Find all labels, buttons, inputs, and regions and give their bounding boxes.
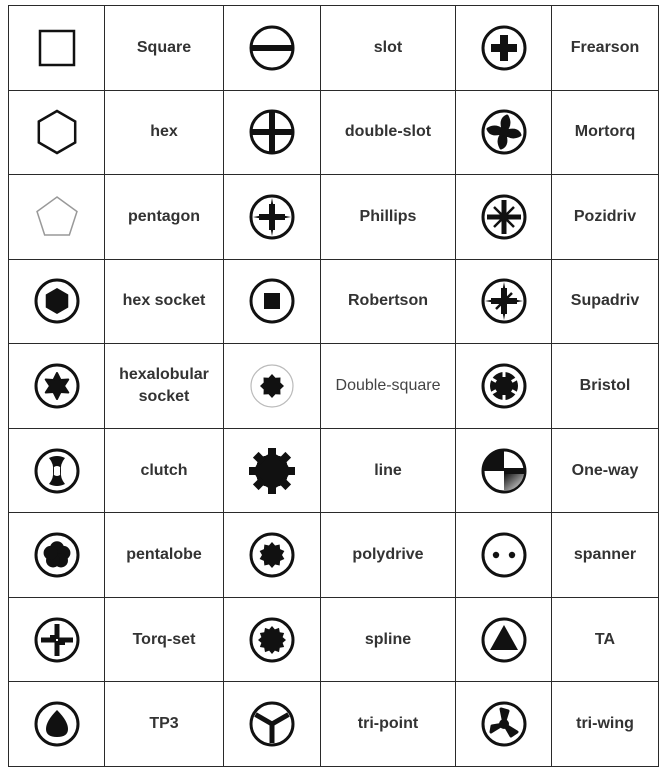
pentalobe-icon: [32, 530, 82, 580]
icon-cell: [224, 6, 321, 91]
slot-icon: [247, 23, 297, 73]
icon-cell: [9, 175, 105, 260]
ta-icon: [479, 615, 529, 665]
icon-cell: [456, 90, 552, 175]
drive-label: Double-square: [321, 344, 456, 429]
line-icon: [247, 446, 297, 496]
icon-cell: [9, 428, 105, 513]
drive-label: hex socket: [105, 259, 224, 344]
drive-label: clutch: [105, 428, 224, 513]
icon-cell: [224, 344, 321, 429]
drive-label: line: [321, 428, 456, 513]
table-row: [9, 90, 659, 175]
drive-label: Torq-set: [105, 597, 224, 682]
drive-label: spanner: [552, 513, 659, 598]
drive-label: Pozidriv: [552, 175, 659, 260]
drive-label: Robertson: [321, 259, 456, 344]
table-row: [9, 259, 659, 344]
mortorq-icon: [479, 107, 529, 157]
pozidriv-icon: [479, 192, 529, 242]
icon-cell: [9, 597, 105, 682]
icon-cell: [9, 90, 105, 175]
drive-label: Frearson: [552, 6, 659, 91]
icon-cell: [9, 6, 105, 91]
icon-cell: [456, 175, 552, 260]
drive-label: Phillips: [321, 175, 456, 260]
drive-label: hex: [105, 90, 224, 175]
icon-cell: [224, 428, 321, 513]
icon-cell: [9, 344, 105, 429]
polydrive-icon: [247, 530, 297, 580]
frearson-icon: [479, 23, 529, 73]
supadriv-icon: [479, 276, 529, 326]
icon-cell: [224, 513, 321, 598]
icon-cell: [224, 90, 321, 175]
pentagon-icon: [32, 192, 82, 242]
hex-icon: [32, 107, 82, 157]
drive-label: tri-wing: [552, 682, 659, 767]
icon-cell: [456, 428, 552, 513]
icon-cell: [224, 682, 321, 767]
drive-label: double-slot: [321, 90, 456, 175]
icon-cell: [456, 682, 552, 767]
tri-point-icon: [247, 699, 297, 749]
drive-label: spline: [321, 597, 456, 682]
drive-label: Bristol: [552, 344, 659, 429]
spline-icon: [247, 615, 297, 665]
torq-set-icon: [32, 615, 82, 665]
table-row: [9, 175, 659, 260]
drive-label: pentagon: [105, 175, 224, 260]
drive-label: slot: [321, 6, 456, 91]
hexalobular-socket-icon: [32, 361, 82, 411]
drive-label: One-way: [552, 428, 659, 513]
tri-wing-icon: [479, 699, 529, 749]
drive-label: pentalobe: [105, 513, 224, 598]
drive-label: polydrive: [321, 513, 456, 598]
table-row: [9, 513, 659, 598]
double-slot-icon: [247, 107, 297, 157]
table-row: [9, 597, 659, 682]
drive-label: TA: [552, 597, 659, 682]
hex-socket-icon: [32, 276, 82, 326]
icon-cell: [9, 682, 105, 767]
icon-cell: [456, 259, 552, 344]
icon-cell: [224, 175, 321, 260]
robertson-icon: [247, 276, 297, 326]
drive-label: Supadriv: [552, 259, 659, 344]
table-row: [9, 428, 659, 513]
table-row: [9, 344, 659, 429]
icon-cell: [224, 259, 321, 344]
tp3-icon: [32, 699, 82, 749]
icon-cell: [9, 259, 105, 344]
screw-drive-table: [8, 5, 659, 767]
icon-cell: [456, 6, 552, 91]
spanner-icon: [479, 530, 529, 580]
clutch-icon: [32, 446, 82, 496]
icon-cell: [456, 597, 552, 682]
drive-label: TP3: [105, 682, 224, 767]
table-row: [9, 6, 659, 91]
phillips-icon: [247, 192, 297, 242]
icon-cell: [456, 513, 552, 598]
drive-label: Square: [105, 6, 224, 91]
icon-cell: [456, 344, 552, 429]
square-icon: [32, 23, 82, 73]
drive-label: hexalobular socket: [105, 344, 224, 429]
one-way-icon: [479, 446, 529, 496]
drive-label: tri-point: [321, 682, 456, 767]
bristol-icon: [479, 361, 529, 411]
table-row: [9, 682, 659, 767]
double-square-icon: [247, 361, 297, 411]
icon-cell: [9, 513, 105, 598]
icon-cell: [224, 597, 321, 682]
drive-label: Mortorq: [552, 90, 659, 175]
